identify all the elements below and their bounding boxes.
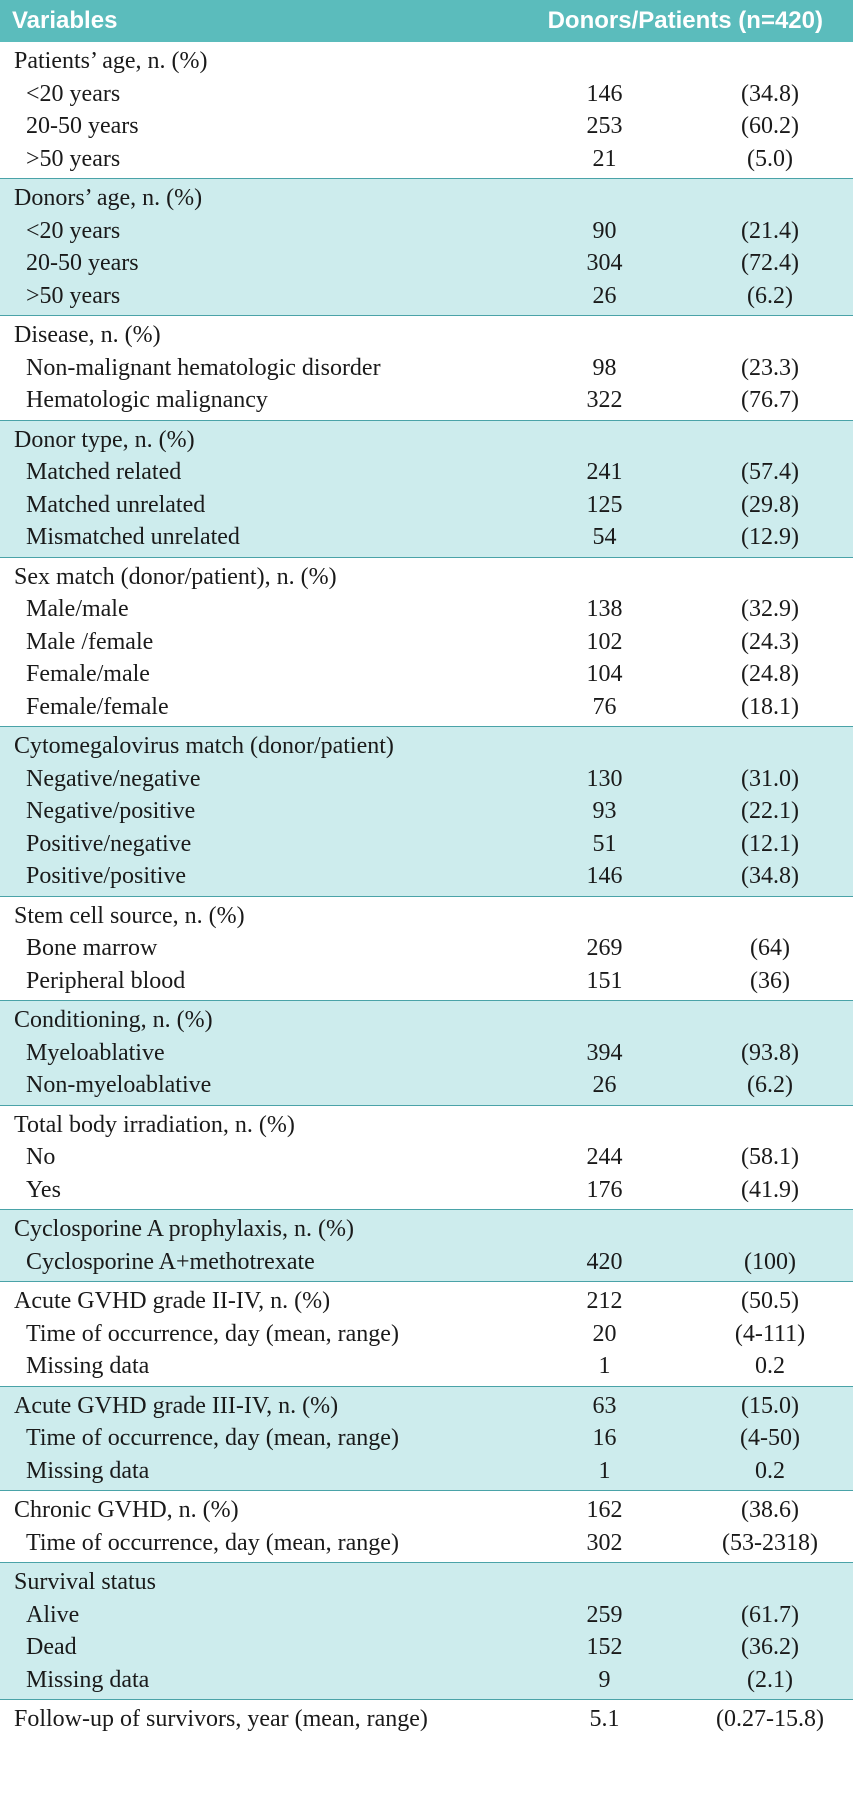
- cell-count: 302: [586, 1529, 623, 1556]
- table-row: [0, 593, 853, 626]
- table-row: [0, 965, 853, 1001]
- cell-percent: (36.2): [741, 1634, 799, 1661]
- cell-variable: >50 years: [26, 282, 121, 309]
- cell-variable: Cyclosporine A+methotrexate: [26, 1248, 315, 1275]
- cell-variable: Chronic GVHD, n. (%): [0, 1491, 500, 1527]
- cell-count: 104: [586, 661, 623, 688]
- cell-variable: Negative/negative: [26, 765, 201, 792]
- cell-percent: (23.3): [741, 354, 799, 381]
- row-group: [0, 896, 853, 1001]
- cell-percent: (61.7): [741, 1601, 799, 1628]
- table-row: [0, 658, 853, 691]
- table-row: [0, 1422, 853, 1455]
- cell-count: [500, 420, 653, 456]
- cell-percent: (29.8): [741, 491, 799, 518]
- cell-count: 76: [592, 693, 617, 720]
- table-row: [0, 1037, 853, 1070]
- cell-variable: Bone marrow: [26, 935, 158, 962]
- table-row: [0, 42, 853, 78]
- table-row: [0, 78, 853, 111]
- table-row: [0, 489, 853, 522]
- table-row: [0, 1174, 853, 1210]
- cell-percent: (32.9): [741, 596, 799, 623]
- cell-variable: Acute GVHD grade II-IV, n. (%): [0, 1282, 500, 1318]
- cell-variable: Mismatched unrelated: [26, 524, 240, 551]
- cell-count: [500, 896, 653, 932]
- cell-variable: Donor type, n. (%): [0, 420, 500, 456]
- table-row: [0, 384, 853, 420]
- cell-percent: (72.4): [741, 250, 799, 277]
- cell-count: 394: [586, 1039, 623, 1066]
- cell-variable: Sex match (donor/patient), n. (%): [0, 557, 500, 593]
- cell-count: [500, 179, 653, 215]
- cell-percent: (76.7): [741, 387, 799, 414]
- cell-percent: (53-2318): [722, 1529, 818, 1556]
- cell-variable: >50 years: [26, 145, 121, 172]
- cell-variable: Missing data: [26, 1353, 150, 1380]
- table-row: [0, 1350, 853, 1386]
- cell-count: [500, 727, 653, 763]
- table-row: [0, 110, 853, 143]
- row-group: [0, 42, 853, 179]
- cell-variable: Cyclosporine A prophylaxis, n. (%): [0, 1210, 500, 1246]
- table-row: [0, 352, 853, 385]
- cell-variable: No: [26, 1144, 56, 1171]
- table-row: [0, 143, 853, 179]
- table-row: [0, 828, 853, 861]
- table-row: [0, 763, 853, 796]
- cell-count: 152: [586, 1634, 623, 1661]
- cell-variable: <20 years: [26, 80, 121, 107]
- cell-count: 1: [598, 1353, 611, 1380]
- table-row: [0, 179, 853, 215]
- cell-variable: Male/male: [26, 596, 129, 623]
- table-row: [0, 316, 853, 352]
- cell-percent: (12.9): [741, 524, 799, 551]
- header-row: [0, 0, 853, 42]
- cell-variable: Follow-up of survivors, year (mean, range): [0, 1700, 500, 1739]
- cell-percent: (15.0): [653, 1386, 853, 1422]
- cell-count: [500, 1210, 653, 1246]
- table-row: [0, 691, 853, 727]
- cell-percent: (6.2): [747, 282, 793, 309]
- table-row: [0, 1631, 853, 1664]
- row-group: [0, 1001, 853, 1106]
- cell-variable: Acute GVHD grade III-IV, n. (%): [0, 1386, 500, 1422]
- cell-variable: Stem cell source, n. (%): [0, 896, 500, 932]
- cell-count: [500, 316, 653, 352]
- cell-count: 241: [586, 459, 623, 486]
- cell-percent: (2.1): [747, 1666, 793, 1693]
- table-row: [0, 1491, 853, 1527]
- row-group: [0, 1105, 853, 1210]
- cell-count: 162: [500, 1491, 653, 1527]
- cell-percent: [653, 557, 853, 593]
- cell-count: [500, 1001, 653, 1037]
- cell-variable: Myeloablative: [26, 1039, 165, 1066]
- cell-percent: (24.8): [741, 661, 799, 688]
- cell-variable: Time of occurrence, day (mean, range): [26, 1425, 399, 1452]
- row-group: [0, 1386, 853, 1491]
- table-row: [0, 215, 853, 248]
- cell-count: 125: [586, 491, 623, 518]
- cell-count: 138: [586, 596, 623, 623]
- cell-percent: (34.8): [741, 863, 799, 890]
- table-row: [0, 247, 853, 280]
- row-group: [0, 1282, 853, 1387]
- table-row: [0, 932, 853, 965]
- row-group: [0, 420, 853, 557]
- cell-count: 9: [598, 1666, 611, 1693]
- cell-count: 26: [592, 282, 617, 309]
- cell-percent: [653, 896, 853, 932]
- cell-variable: Total body irradiation, n. (%): [0, 1105, 500, 1141]
- cell-count: 244: [586, 1144, 623, 1171]
- row-group: [0, 1700, 853, 1739]
- cell-count: 51: [592, 830, 617, 857]
- cell-count: 420: [586, 1248, 623, 1275]
- cell-count: 63: [500, 1386, 653, 1422]
- cell-percent: (4-50): [740, 1425, 800, 1452]
- cell-variable: Donors’ age, n. (%): [0, 179, 500, 215]
- cell-count: 26: [592, 1072, 617, 1099]
- cell-variable: Female/male: [26, 661, 150, 688]
- table-row: [0, 1386, 853, 1422]
- row-group: [0, 1210, 853, 1282]
- table-row: [0, 860, 853, 896]
- table-row: [0, 1001, 853, 1037]
- cell-count: 1: [598, 1457, 611, 1484]
- cell-count: [500, 557, 653, 593]
- cell-percent: (58.1): [741, 1144, 799, 1171]
- cell-variable: Female/female: [26, 693, 169, 720]
- cell-percent: (24.3): [741, 628, 799, 655]
- cell-count: 151: [586, 967, 623, 994]
- table-row: [0, 1282, 853, 1318]
- cell-count: 90: [592, 217, 617, 244]
- cell-variable: Time of occurrence, day (mean, range): [26, 1529, 399, 1556]
- header-donors-patients: Donors/Patients (n=420): [500, 0, 853, 42]
- cell-count: [500, 1563, 653, 1599]
- cell-percent: (41.9): [741, 1176, 799, 1203]
- cell-count: 130: [586, 765, 623, 792]
- cell-variable: Missing data: [26, 1666, 150, 1693]
- cell-count: 102: [586, 628, 623, 655]
- cell-variable: Non-malignant hematologic disorder: [26, 354, 381, 381]
- table-row: [0, 280, 853, 316]
- cell-count: 253: [586, 113, 623, 140]
- table-row: [0, 1664, 853, 1700]
- cell-percent: (6.2): [747, 1072, 793, 1099]
- cell-variable: Non-myeloablative: [26, 1072, 212, 1099]
- cell-count: 16: [592, 1425, 617, 1452]
- cell-percent: (0.27-15.8): [653, 1700, 853, 1739]
- table-row: [0, 727, 853, 763]
- cell-variable: Alive: [26, 1601, 80, 1628]
- table-header: [0, 0, 853, 42]
- header-variables: Variables: [0, 0, 500, 42]
- table-row: [0, 1563, 853, 1599]
- cell-percent: [653, 42, 853, 78]
- cell-count: 146: [586, 863, 623, 890]
- row-group: [0, 1491, 853, 1563]
- table-row: [0, 1599, 853, 1632]
- cell-count: 54: [592, 524, 617, 551]
- cell-variable: Positive/positive: [26, 863, 187, 890]
- row-group: [0, 727, 853, 897]
- row-group: [0, 179, 853, 316]
- table-row: [0, 1210, 853, 1246]
- cell-percent: (34.8): [741, 80, 799, 107]
- table-row: [0, 420, 853, 456]
- table-row: [0, 1141, 853, 1174]
- cell-variable: Yes: [26, 1176, 61, 1203]
- cell-variable: Positive/negative: [26, 830, 192, 857]
- cell-variable: Negative/positive: [26, 798, 196, 825]
- cell-percent: (100): [744, 1248, 796, 1275]
- cell-percent: (4-111): [734, 1320, 806, 1347]
- table-row: [0, 1527, 853, 1563]
- cell-percent: (38.6): [653, 1491, 853, 1527]
- table-row: [0, 557, 853, 593]
- cell-count: 322: [586, 387, 623, 414]
- table-row: [0, 1246, 853, 1282]
- cell-variable: 20-50 years: [26, 113, 139, 140]
- cell-percent: [653, 316, 853, 352]
- cell-percent: 0.2: [755, 1353, 785, 1380]
- cell-percent: [653, 727, 853, 763]
- table-row: [0, 1069, 853, 1105]
- cell-percent: (64): [750, 935, 790, 962]
- table-row: [0, 1105, 853, 1141]
- cell-variable: Patients’ age, n. (%): [14, 48, 208, 75]
- table-row: [0, 795, 853, 828]
- cell-percent: (22.1): [741, 798, 799, 825]
- cell-count: 93: [592, 798, 617, 825]
- cell-count: 212: [500, 1282, 653, 1318]
- cell-variable: Matched related: [26, 459, 182, 486]
- cell-variable: Cytomegalovirus match (donor/patient): [0, 727, 500, 763]
- cell-percent: (5.0): [747, 145, 793, 172]
- cell-percent: [653, 1210, 853, 1246]
- cell-variable: Disease, n. (%): [0, 316, 500, 352]
- cell-percent: (57.4): [741, 459, 799, 486]
- cell-percent: (31.0): [741, 765, 799, 792]
- cell-count: 20: [592, 1320, 617, 1347]
- table-row: [0, 1700, 853, 1739]
- cell-variable: Hematologic malignancy: [26, 387, 268, 414]
- table-row: [0, 1318, 853, 1351]
- cell-percent: (60.2): [741, 113, 799, 140]
- table-row: [0, 521, 853, 557]
- row-group: [0, 316, 853, 421]
- cell-variable: Time of occurrence, day (mean, range): [26, 1320, 399, 1347]
- row-group: [0, 1563, 853, 1700]
- table-row: [0, 456, 853, 489]
- cell-count: 259: [586, 1601, 623, 1628]
- cell-count: 21: [592, 145, 617, 172]
- cell-percent: (50.5): [653, 1282, 853, 1318]
- cell-count: [500, 1105, 653, 1141]
- cell-variable: Matched unrelated: [26, 491, 206, 518]
- cell-count: 146: [586, 80, 623, 107]
- cell-percent: (36): [750, 967, 790, 994]
- cell-count: 98: [592, 354, 617, 381]
- cell-count: 269: [586, 935, 623, 962]
- cell-variable: Conditioning, n. (%): [0, 1001, 500, 1037]
- cell-percent: (93.8): [741, 1039, 799, 1066]
- cell-percent: 0.2: [755, 1457, 785, 1484]
- cell-percent: [653, 1001, 853, 1037]
- cell-count: 304: [586, 250, 623, 277]
- cell-percent: (21.4): [741, 217, 799, 244]
- cell-percent: (12.1): [741, 830, 799, 857]
- cell-variable: <20 years: [26, 217, 121, 244]
- cell-variable: Male /female: [26, 628, 154, 655]
- table-row: [0, 896, 853, 932]
- cell-percent: [653, 1563, 853, 1599]
- cell-variable: Missing data: [26, 1457, 150, 1484]
- row-group: [0, 557, 853, 727]
- cell-percent: [653, 179, 853, 215]
- cell-count: [500, 42, 653, 78]
- cell-count: 176: [586, 1176, 623, 1203]
- table-row: [0, 1455, 853, 1491]
- cell-variable: 20-50 years: [26, 250, 139, 277]
- cell-percent: (18.1): [741, 693, 799, 720]
- table-row: [0, 626, 853, 659]
- cell-count: 5.1: [500, 1700, 653, 1739]
- cell-percent: [653, 1105, 853, 1141]
- cell-percent: [653, 420, 853, 456]
- cell-variable: Survival status: [0, 1563, 500, 1599]
- cell-variable: Dead: [26, 1634, 77, 1661]
- cell-variable: Peripheral blood: [26, 967, 186, 994]
